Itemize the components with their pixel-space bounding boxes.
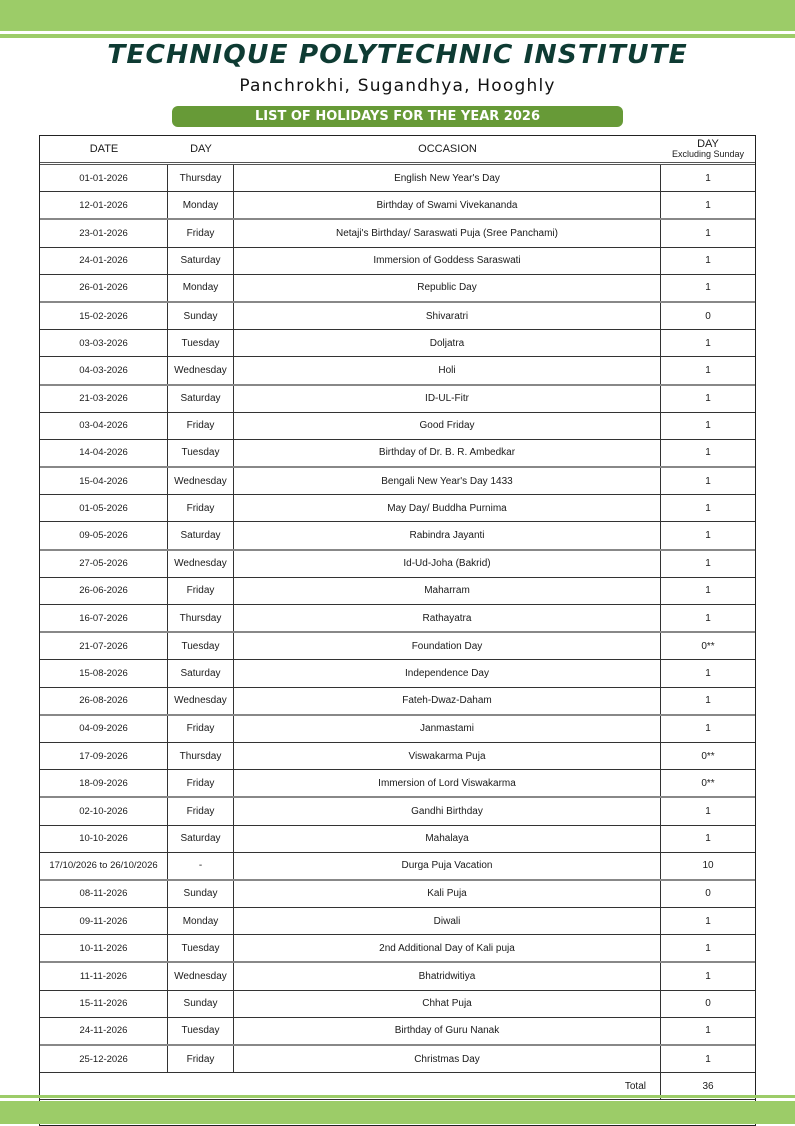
table-row bbox=[40, 826, 755, 853]
table-row bbox=[40, 1018, 755, 1046]
table-header bbox=[40, 136, 755, 165]
institute-name: TECHNIQUE POLYTECHNIC INSTITUTE bbox=[107, 40, 688, 70]
cell-occasion: ID-UL-Fitr bbox=[234, 386, 661, 412]
cell-count: 1 bbox=[705, 282, 711, 294]
table-row bbox=[40, 633, 755, 660]
table-row bbox=[40, 413, 755, 440]
cell-date: 25-12-2026 bbox=[40, 1046, 168, 1072]
cell-day: Friday bbox=[168, 413, 234, 439]
table-row bbox=[40, 330, 755, 357]
cell-date: 08-11-2026 bbox=[40, 881, 168, 907]
table-row bbox=[40, 275, 755, 303]
cell-day: Friday bbox=[168, 798, 234, 824]
header-day-count bbox=[661, 136, 755, 162]
header-date: DATE bbox=[89, 143, 119, 155]
cell-date: 21-07-2026 bbox=[40, 633, 168, 659]
cell-date: 14-04-2026 bbox=[40, 440, 168, 466]
cell-date: 04-03-2026 bbox=[40, 357, 168, 383]
table-row bbox=[40, 495, 755, 522]
cell-count: 0 bbox=[705, 998, 711, 1010]
cell-count: 1 bbox=[705, 227, 711, 239]
table-row bbox=[40, 522, 755, 550]
cell-count: 1 bbox=[705, 447, 711, 459]
cell-occasion: Maharram bbox=[234, 578, 661, 604]
cell-occasion: Gandhi Birthday bbox=[234, 798, 661, 824]
cell-date: 27-05-2026 bbox=[40, 551, 168, 577]
cell-count: 1 bbox=[705, 585, 711, 597]
cell-day: Friday bbox=[168, 220, 234, 246]
cell-occasion: Diwali bbox=[234, 908, 661, 934]
cell-date: 24-11-2026 bbox=[40, 1018, 168, 1044]
cell-day: Sunday bbox=[168, 881, 234, 907]
total-value: 36 bbox=[702, 1080, 714, 1092]
cell-occasion: Shivaratri bbox=[234, 303, 661, 329]
cell-day: Wednesday bbox=[168, 551, 234, 577]
cell-day: Saturday bbox=[168, 522, 234, 548]
cell-day: Wednesday bbox=[168, 963, 234, 989]
cell-date: 16-07-2026 bbox=[40, 605, 168, 631]
cell-occasion: Rathayatra bbox=[234, 605, 661, 631]
cell-occasion: May Day/ Buddha Purnima bbox=[234, 495, 661, 521]
cell-count: 1 bbox=[705, 942, 711, 954]
cell-count: 0 bbox=[705, 310, 711, 322]
cell-day: Thursday bbox=[168, 743, 234, 769]
cell-date: 15-02-2026 bbox=[40, 303, 168, 329]
cell-count: 1 bbox=[705, 971, 711, 983]
cell-day: Friday bbox=[168, 578, 234, 604]
cell-date: 17-09-2026 bbox=[40, 743, 168, 769]
cell-occasion: 2nd Additional Day of Kali puja bbox=[234, 935, 661, 961]
cell-occasion: Viswakarma Puja bbox=[234, 743, 661, 769]
cell-count: 1 bbox=[705, 420, 711, 432]
cell-occasion: Republic Day bbox=[234, 275, 661, 301]
cell-occasion: Rabindra Jayanti bbox=[234, 522, 661, 548]
cell-date: 24-01-2026 bbox=[40, 248, 168, 274]
table-row bbox=[40, 688, 755, 716]
cell-day: Wednesday bbox=[168, 468, 234, 494]
table-row bbox=[40, 770, 755, 798]
cell-day: Saturday bbox=[168, 248, 234, 274]
cell-occasion: Kali Puja bbox=[234, 881, 661, 907]
table-row bbox=[40, 908, 755, 935]
cell-occasion: Immersion of Lord Viswakarma bbox=[234, 770, 661, 796]
top-green-band bbox=[0, 0, 795, 31]
cell-occasion: Immersion of Goddess Saraswati bbox=[234, 248, 661, 274]
table-row bbox=[40, 1046, 755, 1073]
cell-count: 1 bbox=[705, 1025, 711, 1037]
cell-date: 04-09-2026 bbox=[40, 716, 168, 742]
cell-occasion: Id-Ud-Joha (Bakrid) bbox=[234, 551, 661, 577]
cell-day: Saturday bbox=[168, 660, 234, 686]
cell-date: 09-11-2026 bbox=[40, 908, 168, 934]
table-row bbox=[40, 798, 755, 825]
cell-date: 10-10-2026 bbox=[40, 826, 168, 852]
cell-count: 1 bbox=[705, 612, 711, 624]
cell-day: Tuesday bbox=[168, 935, 234, 961]
cell-count: 1 bbox=[705, 805, 711, 817]
cell-date: 23-01-2026 bbox=[40, 220, 168, 246]
cell-count: 1 bbox=[705, 915, 711, 927]
table-body bbox=[40, 165, 755, 1073]
table-row bbox=[40, 605, 755, 633]
bottom-green-band bbox=[0, 1101, 795, 1124]
cell-count: 1 bbox=[705, 502, 711, 514]
table-row bbox=[40, 192, 755, 220]
header-day-count-sub: Excluding Sunday bbox=[671, 149, 745, 159]
cell-occasion: Bhatridwitiya bbox=[234, 963, 661, 989]
cell-count: 1 bbox=[705, 558, 711, 570]
cell-date: 11-11-2026 bbox=[40, 963, 168, 989]
table-row bbox=[40, 165, 755, 192]
cell-count: 1 bbox=[705, 337, 711, 349]
cell-day: Friday bbox=[168, 716, 234, 742]
table-row bbox=[40, 303, 755, 330]
cell-day: Friday bbox=[168, 1046, 234, 1072]
table-row bbox=[40, 551, 755, 578]
cell-occasion: Holi bbox=[234, 357, 661, 383]
cell-day: Saturday bbox=[168, 826, 234, 852]
cell-day: Tuesday bbox=[168, 330, 234, 356]
bottom-green-line bbox=[0, 1095, 795, 1098]
cell-count: 0 bbox=[705, 888, 711, 900]
cell-date: 15-08-2026 bbox=[40, 660, 168, 686]
table-row bbox=[40, 716, 755, 743]
cell-day: - bbox=[168, 853, 234, 879]
cell-day: Thursday bbox=[168, 165, 234, 191]
table-row bbox=[40, 853, 755, 881]
holiday-list-title: LIST OF HOLIDAYS FOR THE YEAR 2026 bbox=[172, 106, 623, 127]
table-row bbox=[40, 991, 755, 1018]
cell-date: 01-05-2026 bbox=[40, 495, 168, 521]
table-row bbox=[40, 578, 755, 605]
cell-day: Tuesday bbox=[168, 440, 234, 466]
cell-count: 1 bbox=[705, 393, 711, 405]
cell-occasion: Birthday of Swami Vivekananda bbox=[234, 192, 661, 218]
cell-count: 10 bbox=[702, 860, 714, 872]
top-green-line bbox=[0, 34, 795, 38]
cell-occasion: Good Friday bbox=[234, 413, 661, 439]
cell-count: 0** bbox=[701, 750, 715, 762]
cell-date: 18-09-2026 bbox=[40, 770, 168, 796]
cell-occasion: Birthday of Dr. B. R. Ambedkar bbox=[234, 440, 661, 466]
cell-day: Wednesday bbox=[168, 357, 234, 383]
table-row bbox=[40, 357, 755, 385]
holiday-table bbox=[39, 135, 756, 1126]
cell-date: 01-01-2026 bbox=[40, 165, 168, 191]
cell-occasion: Bengali New Year's Day 1433 bbox=[234, 468, 661, 494]
cell-day: Tuesday bbox=[168, 1018, 234, 1044]
cell-count: 1 bbox=[705, 475, 711, 487]
table-row bbox=[40, 248, 755, 275]
cell-occasion: Fateh-Dwaz-Daham bbox=[234, 688, 661, 714]
cell-date: 10-11-2026 bbox=[40, 935, 168, 961]
cell-count: 0** bbox=[701, 777, 715, 789]
table-row bbox=[40, 468, 755, 495]
cell-date: 03-04-2026 bbox=[40, 413, 168, 439]
cell-count: 1 bbox=[705, 695, 711, 707]
cell-date: 15-11-2026 bbox=[40, 991, 168, 1017]
cell-day: Saturday bbox=[168, 386, 234, 412]
cell-date: 03-03-2026 bbox=[40, 330, 168, 356]
cell-occasion: Birthday of Guru Nanak bbox=[234, 1018, 661, 1044]
cell-day: Sunday bbox=[168, 303, 234, 329]
cell-count: 1 bbox=[705, 667, 711, 679]
table-row bbox=[40, 935, 755, 963]
cell-occasion: Independence Day bbox=[234, 660, 661, 686]
cell-count: 0** bbox=[701, 640, 715, 652]
cell-day: Wednesday bbox=[168, 688, 234, 714]
cell-date: 15-04-2026 bbox=[40, 468, 168, 494]
header-day: DAY bbox=[190, 143, 212, 155]
table-row bbox=[40, 440, 755, 468]
cell-count: 1 bbox=[705, 172, 711, 184]
header-day-count-label: DAY bbox=[697, 138, 719, 150]
cell-count: 1 bbox=[705, 364, 711, 376]
cell-count: 1 bbox=[705, 530, 711, 542]
cell-count: 1 bbox=[705, 1053, 711, 1065]
cell-count: 1 bbox=[705, 723, 711, 735]
cell-day: Tuesday bbox=[168, 633, 234, 659]
cell-occasion: Doljatra bbox=[234, 330, 661, 356]
cell-count: 1 bbox=[705, 199, 711, 211]
cell-occasion: Durga Puja Vacation bbox=[234, 853, 661, 879]
cell-occasion: English New Year's Day bbox=[234, 165, 661, 191]
cell-date: 12-01-2026 bbox=[40, 192, 168, 218]
cell-day: Monday bbox=[168, 275, 234, 301]
cell-occasion: Christmas Day bbox=[234, 1046, 661, 1072]
cell-occasion: Foundation Day bbox=[234, 633, 661, 659]
cell-date: 09-05-2026 bbox=[40, 522, 168, 548]
table-row bbox=[40, 881, 755, 908]
cell-date: 21-03-2026 bbox=[40, 386, 168, 412]
cell-day: Friday bbox=[168, 495, 234, 521]
cell-occasion: Mahalaya bbox=[234, 826, 661, 852]
cell-occasion: Chhat Puja bbox=[234, 991, 661, 1017]
header-occasion: OCCASION bbox=[418, 143, 477, 155]
table-row bbox=[40, 660, 755, 687]
table-row bbox=[40, 220, 755, 247]
cell-count: 1 bbox=[705, 833, 711, 845]
institute-address: Panchrokhi, Sugandhya, Hooghly bbox=[239, 76, 556, 96]
table-row bbox=[40, 963, 755, 990]
cell-date: 02-10-2026 bbox=[40, 798, 168, 824]
cell-occasion: Janmastami bbox=[234, 716, 661, 742]
cell-day: Sunday bbox=[168, 991, 234, 1017]
total-label: Total bbox=[40, 1073, 661, 1099]
cell-day: Monday bbox=[168, 192, 234, 218]
cell-day: Monday bbox=[168, 908, 234, 934]
cell-day: Thursday bbox=[168, 605, 234, 631]
cell-count: 1 bbox=[705, 255, 711, 267]
cell-date: 17/10/2026 to 26/10/2026 bbox=[40, 853, 168, 879]
cell-date: 26-01-2026 bbox=[40, 275, 168, 301]
cell-date: 26-08-2026 bbox=[40, 688, 168, 714]
cell-occasion: Netaji's Birthday/ Saraswati Puja (Sree Panchami) bbox=[234, 220, 661, 246]
cell-day: Friday bbox=[168, 770, 234, 796]
table-row bbox=[40, 386, 755, 413]
cell-date: 26-06-2026 bbox=[40, 578, 168, 604]
table-row bbox=[40, 743, 755, 770]
